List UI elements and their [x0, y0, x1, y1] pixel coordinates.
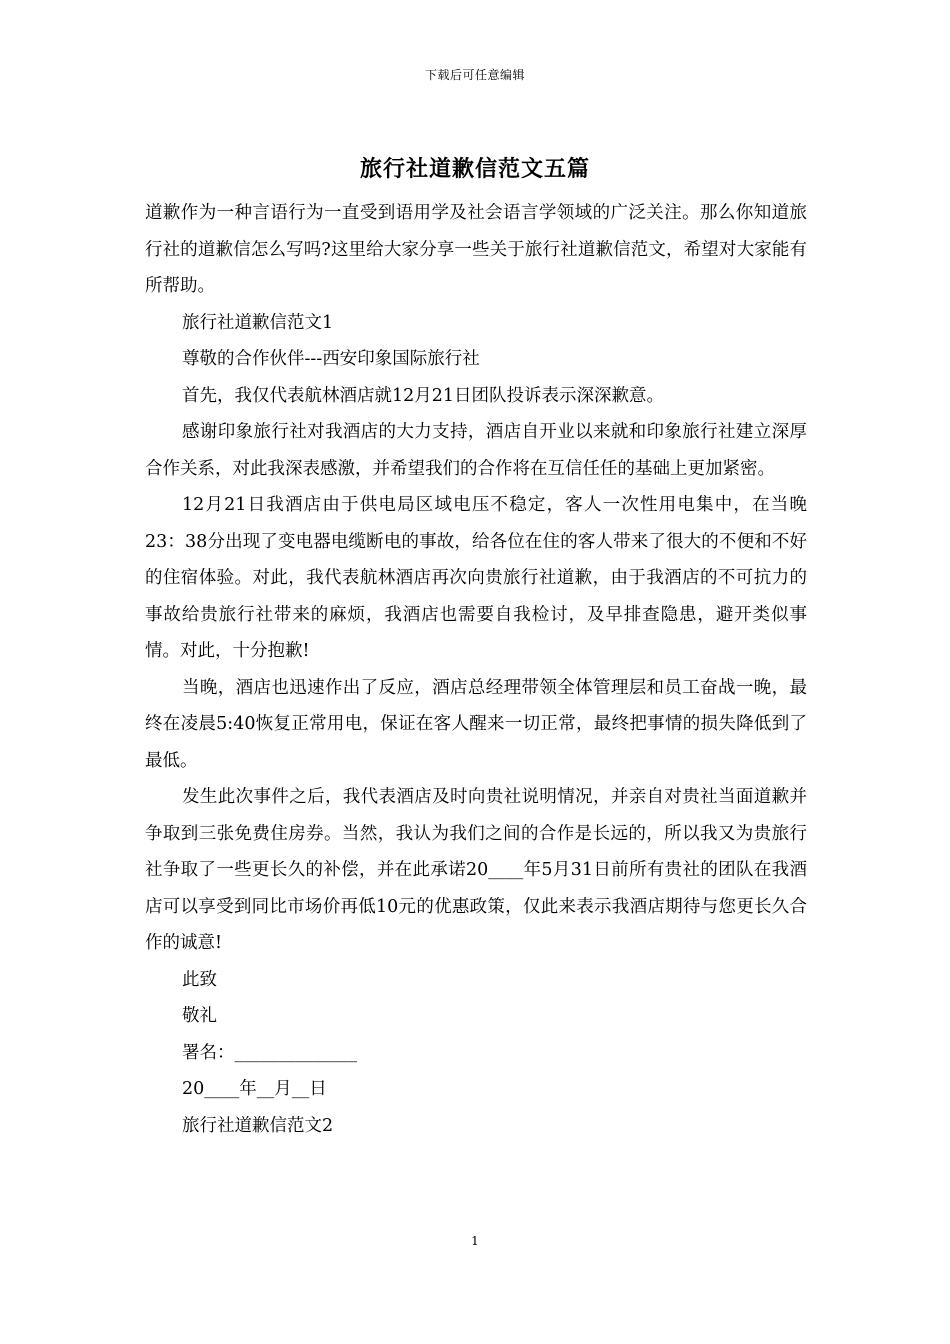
- body-paragraph: 12月21日我酒店由于供电局区域电压不稳定，客人一次性用电集中，在当晚23：38分出现了变电器电缆断电的事故，给各位在住的客人带来了很大的不便和不好的住宿体验。对此，我代表航林酒店再次向贵旅行社道歉，由于我酒店的不可抗力的事故给贵旅行社带来的麻烦，我酒店也需要自我检讨，及早排查隐患，避开类似事情。对此，十分抱歉!: [145, 495, 807, 661]
- signature-line: 署名：______________: [182, 1042, 357, 1063]
- date-line: 20____年__月__日: [182, 1079, 327, 1099]
- document-title: 旅行社道歉信范文五篇: [359, 156, 590, 182]
- intro-paragraph: 道歉作为一种言语行为一直受到语用学及社会语言学领域的广泛关注。那么你知道旅行社的道歉信怎么写吗?这里给大家分享一些关于旅行社道歉信范文，希望对大家能有所帮助。: [145, 203, 807, 296]
- page-number: 1: [471, 1234, 479, 1248]
- body-paragraph: 感谢印象旅行社对我酒店的大力支持，酒店自开业以来就和印象旅行社建立深厚合作关系，对此我深表感激，并希望我们的合作将在互信任任的基础上更加紧密。: [145, 422, 807, 479]
- document-body: [145, 195, 807, 1144]
- body-paragraph: 发生此次事件之后，我代表酒店及时向贵社说明情况，并亲自对贵社当面道歉并争取到三张免费住房券。当然，我认为我们之间的合作是长远的，所以我又为贵旅行社争取了一些更长久的补偿，并在此承诺20____年5月31日前所有贵社的团队在我酒店可以享受到同比市场价再低10元的优惠政策，仅此来表示我酒店期待与您更长久合作的诚意!: [145, 787, 807, 953]
- body-paragraph: 首先，我仅代表航林酒店就12月21日团队投诉表示深深歉意。: [182, 385, 665, 406]
- salutation: 尊敬的合作伙伴---西安印象国际旅行社: [182, 349, 480, 369]
- section-heading-2: 旅行社道歉信范文2: [182, 1115, 334, 1136]
- closing-regards: 敬礼: [182, 1006, 217, 1026]
- section-heading-1: 旅行社道歉信范文1: [182, 312, 334, 333]
- header-note: 下载后可任意编辑: [424, 68, 525, 82]
- closing-line: 此致: [182, 969, 217, 990]
- body-paragraph: 当晚，酒店也迅速作出了反应，酒店总经理带领全体管理层和员工奋战一晚，最终在凌晨5:40恢复正常用电，保证在客人醒来一切正常，最终把事情的损失降低到了最低。: [145, 677, 807, 771]
